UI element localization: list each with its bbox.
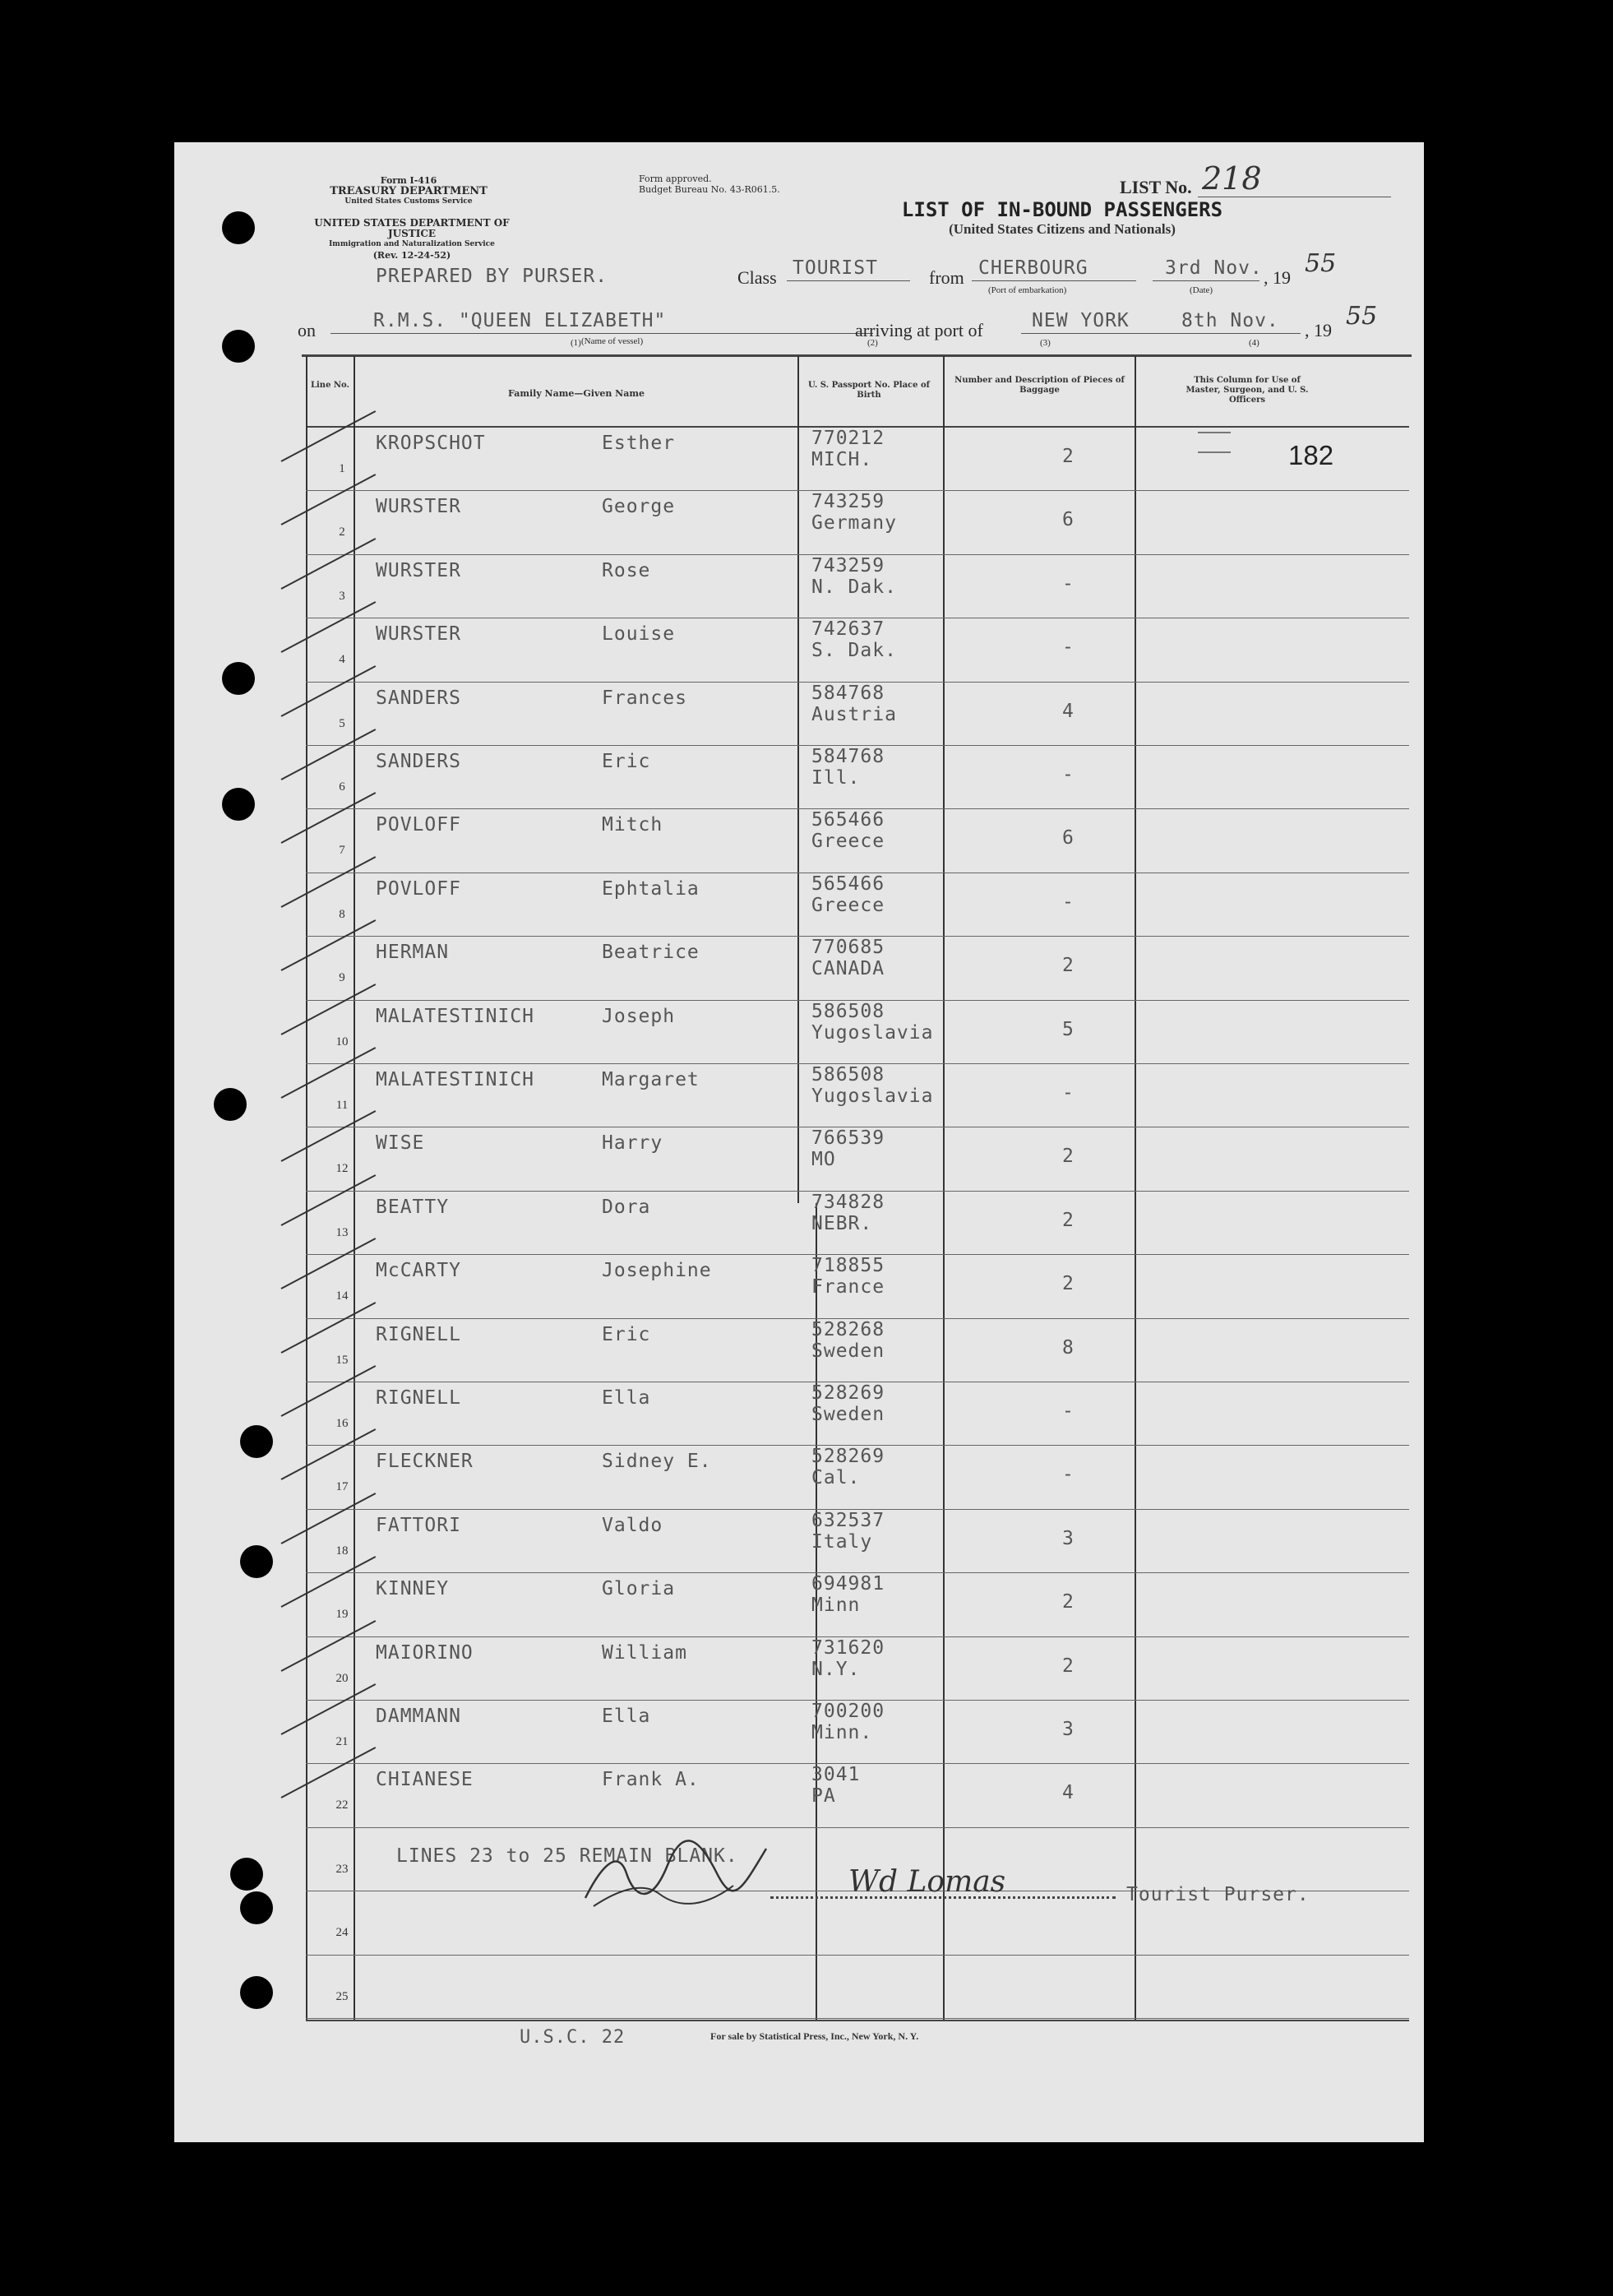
line-number: 15	[335, 1353, 349, 1367]
baggage-count: 4	[1062, 700, 1075, 722]
family-name: SANDERS	[376, 687, 461, 709]
on-label: on	[298, 320, 316, 340]
blank-lines-note: LINES 23 to 25 REMAIN BLANK.	[396, 1845, 738, 1867]
baggage-count: 2	[1062, 1273, 1075, 1295]
line-number: 19	[335, 1608, 349, 1622]
passport-number: 766539	[811, 1127, 885, 1150]
passport-cell	[811, 1255, 885, 1298]
line-number: 8	[339, 907, 345, 921]
passport-number: 694981	[811, 1573, 885, 1595]
place-of-birth: Minn	[811, 1595, 861, 1617]
place-of-birth: MICH.	[811, 449, 873, 470]
subtitle-text: (United States Citizens and Nationals)	[949, 221, 1176, 237]
line-number: 25	[335, 1989, 349, 2003]
justice-block	[296, 218, 528, 261]
passport-number: 770685	[811, 937, 885, 959]
table-row	[174, 1828, 1424, 1892]
place-of-birth: Ill.	[811, 767, 861, 789]
col-header-passport: U. S. Passport No. Place of Birth	[808, 381, 930, 400]
passport-number: 718855	[811, 1255, 885, 1277]
family-name: RIGNELL	[376, 1323, 461, 1345]
from-year-prefix: , 19	[1264, 267, 1291, 288]
col-header-baggage: Number and Description of Pieces of Baggage	[954, 376, 1125, 395]
family-name: HERMAN	[376, 942, 450, 964]
given-name: Frank A.	[602, 1769, 700, 1791]
place-of-birth: Sweden	[811, 1340, 885, 1362]
place-of-birth: N.Y.	[811, 1658, 861, 1680]
family-name: WURSTER	[376, 496, 461, 518]
place-of-birth: Austria	[811, 703, 897, 725]
row-rule	[306, 2018, 1409, 2019]
given-name: Ella	[602, 1706, 651, 1727]
passport-number: 586508	[811, 1000, 885, 1022]
given-name: George	[602, 496, 676, 518]
given-name: Eric	[602, 1323, 651, 1345]
col-header-name: Family Name—Given Name	[508, 388, 645, 399]
baggage-count: -	[1062, 572, 1075, 595]
passport-cell	[811, 1319, 885, 1362]
from-date: 3rd Nov.	[1165, 257, 1263, 279]
line-number: 12	[335, 1162, 349, 1176]
arrival-year-prefix: , 19	[1305, 320, 1332, 340]
table-row	[174, 1956, 1424, 2020]
family-name: SANDERS	[376, 751, 461, 772]
arrival-port: NEW YORK	[1032, 310, 1130, 331]
table-bottom-rule	[306, 2020, 1409, 2021]
baggage-count: -	[1062, 1400, 1075, 1422]
baggage-count: -	[1062, 764, 1075, 785]
column-captions: (1) (2) (3) (4)	[571, 338, 1259, 348]
given-name: Esther	[602, 433, 676, 454]
table-top-rule	[302, 354, 1412, 357]
binder-hole	[222, 211, 255, 244]
passport-number: 743259	[811, 491, 885, 513]
baggage-count: -	[1062, 1464, 1075, 1486]
baggage-count: 3	[1062, 1527, 1075, 1549]
family-name: MALATESTINICH	[376, 1069, 535, 1090]
given-name: Margaret	[602, 1069, 700, 1090]
given-name: Eric	[602, 751, 651, 772]
class-value: TOURIST	[793, 257, 878, 279]
family-name: WURSTER	[376, 559, 461, 581]
budget-label: Budget Bureau No. 43-R061.5.	[639, 184, 780, 195]
passport-cell	[811, 555, 897, 598]
passport-cell	[811, 683, 897, 725]
passport-number: 731620	[811, 1636, 885, 1659]
line-number: 14	[335, 1289, 349, 1303]
passport-cell	[811, 809, 885, 852]
family-name: DAMMANN	[376, 1706, 461, 1727]
passport-number: 632537	[811, 1509, 885, 1531]
given-name: Dora	[602, 1196, 651, 1218]
customs-label: United States Customs Service	[344, 197, 473, 206]
given-name: Rose	[602, 559, 651, 581]
passport-number: 700200	[811, 1701, 885, 1722]
passport-number: 565466	[811, 873, 885, 895]
baggage-count: -	[1062, 636, 1075, 659]
passport-number: 584768	[811, 746, 885, 767]
inspector-initials	[577, 1832, 774, 1914]
baggage-count: 2	[1062, 1591, 1075, 1613]
col-header-line: Line No.	[310, 381, 350, 390]
prepared-by: PREPARED BY PURSER.	[376, 266, 608, 287]
passport-cell	[811, 873, 885, 916]
from-year: 55	[1305, 249, 1337, 278]
passport-cell	[811, 746, 885, 789]
line-number: 9	[339, 971, 345, 985]
list-number-value: 218	[1202, 160, 1262, 197]
family-name: POVLOFF	[376, 814, 461, 836]
family-name: FLECKNER	[376, 1451, 474, 1473]
passport-cell	[811, 1573, 885, 1616]
baggage-count: 2	[1062, 446, 1075, 467]
passport-number: 528268	[811, 1318, 885, 1340]
passport-number: 528269	[811, 1382, 885, 1404]
family-name: CHIANESE	[376, 1769, 474, 1791]
place-of-birth: Minn.	[811, 1722, 873, 1743]
date-caption: (Date)	[1190, 285, 1213, 295]
passport-cell	[811, 491, 897, 534]
given-name: Ella	[602, 1387, 651, 1409]
given-name: Sidney E.	[602, 1451, 712, 1473]
family-name: KINNEY	[376, 1578, 450, 1600]
usc-number: U.S.C. 22	[520, 2027, 626, 2048]
from-port: CHERBOURG	[978, 257, 1088, 279]
line-number: 16	[335, 1417, 349, 1430]
list-number-field	[1120, 160, 1416, 200]
baggage-count: 5	[1062, 1018, 1075, 1040]
passport-number: 528269	[811, 1446, 885, 1468]
given-name: Ephtalia	[602, 877, 700, 900]
place-of-birth: Sweden	[811, 1404, 885, 1425]
purser-title: Tourist Purser.	[1126, 1884, 1310, 1905]
purser-signature: Wd Lomas	[848, 1865, 1006, 1899]
given-name: Mitch	[602, 814, 663, 836]
vessel-name: R.M.S. "QUEEN ELIZABETH"	[373, 310, 667, 331]
approval-block	[639, 174, 803, 195]
arrival-year: 55	[1346, 302, 1378, 331]
place-of-birth: Greece	[811, 894, 885, 916]
place-of-birth: Cal.	[811, 1467, 861, 1489]
from-label: from	[929, 267, 964, 288]
place-of-birth: MO	[811, 1149, 836, 1171]
place-of-birth: N. Dak.	[811, 576, 897, 598]
justice-label: UNITED STATES DEPARTMENT OF JUSTICE	[314, 217, 510, 239]
place-of-birth: S. Dak.	[811, 640, 897, 662]
baggage-count: -	[1062, 891, 1075, 913]
officer-mark: 182	[1288, 440, 1334, 470]
line-number: 10	[335, 1035, 349, 1048]
place-of-birth: NEBR.	[811, 1212, 873, 1234]
passport-cell	[811, 1382, 885, 1425]
vessel-caption: (Name of vessel)	[581, 336, 644, 346]
line-number: 1	[339, 462, 345, 475]
family-name: MALATESTINICH	[376, 1005, 535, 1027]
family-name: FATTORI	[376, 1514, 461, 1536]
place-of-birth: CANADA	[811, 958, 885, 980]
page-title	[881, 198, 1243, 238]
line-number: 11	[335, 1099, 349, 1112]
baggage-count: 6	[1062, 509, 1075, 531]
line-number: 23	[335, 1862, 349, 1876]
place-of-birth: France	[811, 1276, 885, 1298]
passport-cell	[811, 1701, 885, 1743]
line-number: 6	[339, 780, 345, 794]
manifest-page	[174, 142, 1424, 2142]
baggage-count: 2	[1062, 1146, 1075, 1168]
passport-number: 565466	[811, 809, 885, 831]
revision-label: (Rev. 12-24-52)	[372, 250, 451, 261]
given-name: Harry	[602, 1132, 663, 1155]
passport-cell	[811, 618, 897, 661]
passport-cell	[811, 428, 885, 470]
line-number: 2	[339, 525, 345, 539]
list-number-label: LIST No.	[1120, 177, 1192, 197]
passport-number: 734828	[811, 1191, 885, 1213]
line-number: 22	[335, 1798, 349, 1812]
passport-number: 742637	[811, 618, 885, 641]
ins-label: Immigration and Naturalization Service	[329, 240, 495, 248]
baggage-count: 6	[1062, 827, 1075, 849]
title-text: LIST OF IN-BOUND PASSENGERS	[901, 198, 1223, 221]
place-of-birth: PA	[811, 1785, 836, 1808]
given-name: Beatrice	[602, 942, 700, 964]
baggage-count: -	[1062, 1082, 1075, 1104]
place-of-birth: Germany	[811, 512, 897, 535]
line-number: 21	[335, 1735, 349, 1748]
given-name: William	[602, 1641, 687, 1664]
family-name: BEATTY	[376, 1196, 450, 1218]
passport-number: 743259	[811, 554, 885, 576]
baggage-count: 2	[1062, 955, 1075, 977]
passport-cell	[811, 937, 885, 979]
line-number: 20	[335, 1671, 349, 1685]
baggage-count: 4	[1062, 1782, 1075, 1804]
passport-number: 770212	[811, 428, 885, 449]
family-name: POVLOFF	[376, 877, 461, 900]
given-name: Josephine	[602, 1260, 712, 1282]
baggage-count: 8	[1062, 1336, 1075, 1359]
family-name: MAIORINO	[376, 1641, 474, 1664]
port-caption: (Port of embarkation)	[988, 285, 1067, 295]
line-number: 18	[335, 1544, 349, 1558]
family-name: KROPSCHOT	[376, 433, 486, 454]
line-number: 3	[339, 589, 345, 603]
passport-cell	[811, 1764, 860, 1807]
passport-number: 584768	[811, 682, 885, 704]
line-number: 7	[339, 844, 345, 858]
baggage-count: 2	[1062, 1209, 1075, 1231]
class-field	[737, 249, 1420, 295]
line-number: 17	[335, 1480, 349, 1494]
given-name: Joseph	[602, 1005, 676, 1027]
family-name: McCARTY	[376, 1260, 461, 1282]
given-name: Valdo	[602, 1514, 663, 1536]
treasury-label: TREASURY DEPARTMENT	[330, 185, 488, 197]
passport-cell	[811, 1510, 885, 1553]
printer-imprint: For sale by Statistical Press, Inc., New York, N. Y.	[710, 2030, 919, 2042]
arriving-label: arriving at port of	[855, 320, 983, 340]
passport-cell	[811, 1001, 933, 1044]
passport-cell	[811, 1064, 933, 1107]
passport-cell	[811, 1192, 885, 1234]
table-row	[174, 1764, 1424, 1828]
passport-cell	[811, 1637, 885, 1680]
given-name: Gloria	[602, 1578, 676, 1600]
form-number: Form I-416	[380, 175, 437, 186]
given-name: Frances	[602, 687, 687, 709]
passport-cell	[811, 1127, 885, 1170]
class-label: Class	[737, 267, 777, 288]
approval-label: Form approved.	[639, 174, 712, 184]
baggage-count: 2	[1062, 1655, 1075, 1677]
col-header-officers: This Column for Use of Master, Surgeon, and U. S. Officers	[1185, 376, 1309, 405]
baggage-count: 3	[1062, 1719, 1075, 1740]
given-name: Louise	[602, 623, 676, 646]
place-of-birth: Italy	[811, 1530, 873, 1553]
line-number: 13	[335, 1225, 349, 1239]
line-number: 4	[339, 653, 345, 667]
agency-block	[298, 175, 520, 207]
family-name: RIGNELL	[376, 1387, 461, 1409]
passport-cell	[811, 1446, 885, 1488]
family-name: WURSTER	[376, 623, 461, 646]
passport-number: 586508	[811, 1064, 885, 1086]
line-number: 24	[335, 1926, 349, 1940]
check-mark	[281, 410, 377, 462]
place-of-birth: Yugoslavia	[811, 1086, 934, 1107]
passport-number: 3041	[811, 1764, 861, 1786]
place-of-birth: Greece	[811, 831, 885, 853]
family-name: WISE	[376, 1132, 425, 1155]
place-of-birth: Yugoslavia	[811, 1021, 934, 1044]
line-number: 5	[339, 716, 345, 730]
arrival-date: 8th Nov.	[1181, 310, 1279, 331]
